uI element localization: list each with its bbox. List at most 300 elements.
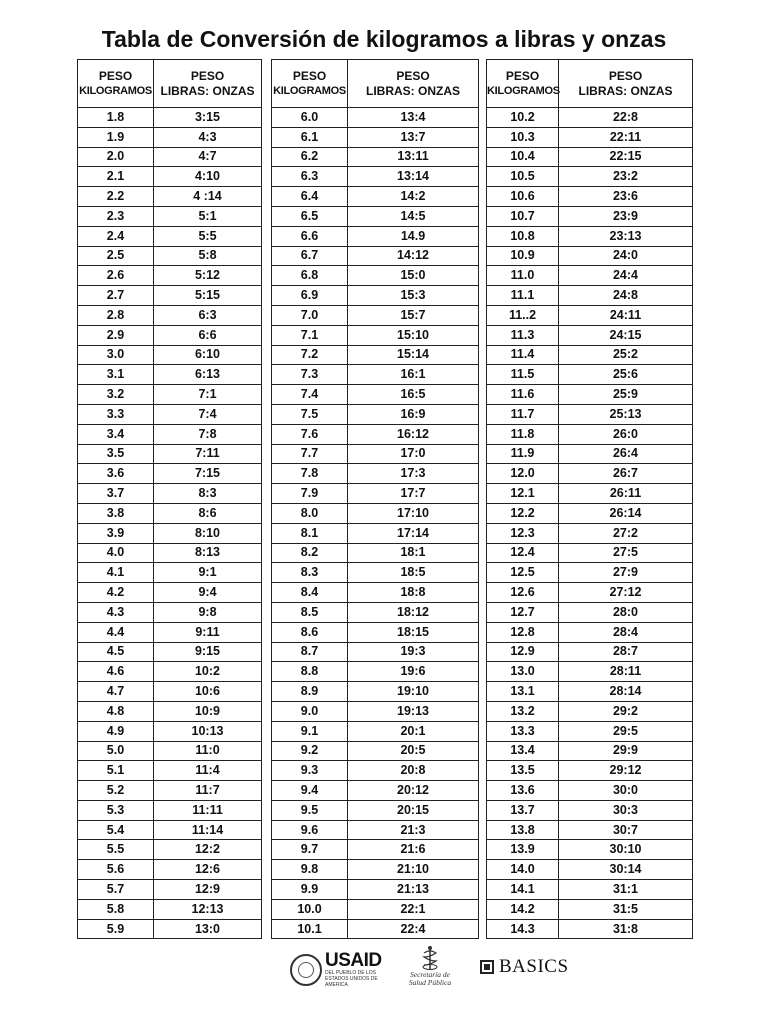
table-row [272, 721, 479, 741]
kg-cell: 13.6 [487, 781, 559, 801]
lb-oz-cell: 14:2 [348, 187, 479, 207]
table-row [487, 523, 693, 543]
lb-oz-cell: 18:15 [348, 622, 479, 642]
table-row [78, 365, 262, 385]
table-row [272, 424, 479, 444]
kg-cell: 7.2 [272, 345, 348, 365]
table-row [78, 761, 262, 781]
kg-cell: 14.3 [487, 919, 559, 939]
kg-cell: 13.8 [487, 820, 559, 840]
table-row [272, 800, 479, 820]
lb-oz-cell: 17:3 [348, 464, 479, 484]
kg-cell: 12.6 [487, 583, 559, 603]
kg-cell: 6.5 [272, 206, 348, 226]
kg-cell: 6.3 [272, 167, 348, 187]
kg-cell: 10.0 [272, 899, 348, 919]
header-lb-oz: PESO LIBRAS: ONZAS [154, 60, 262, 108]
lb-oz-cell: 10:2 [154, 662, 262, 682]
table-row [487, 820, 693, 840]
table-row [78, 602, 262, 622]
table-row [487, 919, 693, 939]
lb-oz-cell: 28:14 [559, 682, 693, 702]
table-row [487, 880, 693, 900]
kg-cell: 7.1 [272, 325, 348, 345]
table-row [78, 919, 262, 939]
kg-cell: 13.7 [487, 800, 559, 820]
lb-oz-cell: 25:9 [559, 385, 693, 405]
lb-oz-cell: 13:7 [348, 127, 479, 147]
kg-cell: 5.0 [78, 741, 154, 761]
kg-cell: 10.5 [487, 167, 559, 187]
kg-cell: 8.6 [272, 622, 348, 642]
kg-cell: 9.6 [272, 820, 348, 840]
kg-cell: 4.6 [78, 662, 154, 682]
lb-oz-cell: 22:4 [348, 919, 479, 939]
kg-cell: 6.1 [272, 127, 348, 147]
lb-oz-cell: 19:3 [348, 642, 479, 662]
lb-oz-cell: 8:6 [154, 503, 262, 523]
lb-oz-cell: 16:12 [348, 424, 479, 444]
table-row [78, 266, 262, 286]
table-row [272, 246, 479, 266]
kg-cell: 9.2 [272, 741, 348, 761]
kg-cell: 13.3 [487, 721, 559, 741]
lb-oz-cell: 18:1 [348, 543, 479, 563]
lb-oz-cell: 17:10 [348, 503, 479, 523]
table-row [487, 899, 693, 919]
lb-oz-cell: 9:11 [154, 622, 262, 642]
kg-cell: 14.2 [487, 899, 559, 919]
kg-cell: 12.3 [487, 523, 559, 543]
lb-oz-cell: 10:9 [154, 701, 262, 721]
lb-oz-cell: 26:4 [559, 444, 693, 464]
table-row [487, 682, 693, 702]
kg-cell: 13.5 [487, 761, 559, 781]
lb-oz-cell: 28:7 [559, 642, 693, 662]
table-row [487, 226, 693, 246]
lb-oz-cell: 22:8 [559, 108, 693, 128]
lb-oz-cell: 10:13 [154, 721, 262, 741]
lb-oz-cell: 19:13 [348, 701, 479, 721]
kg-cell: 3.6 [78, 464, 154, 484]
table-row [272, 266, 479, 286]
kg-cell: 9.1 [272, 721, 348, 741]
lb-oz-cell: 24:8 [559, 286, 693, 306]
lb-oz-cell: 21:13 [348, 880, 479, 900]
table-row [78, 583, 262, 603]
table-row [272, 741, 479, 761]
table-row [487, 305, 693, 325]
table-row [487, 563, 693, 583]
kg-cell: 4.4 [78, 622, 154, 642]
kg-cell: 11.4 [487, 345, 559, 365]
lb-oz-cell: 14:12 [348, 246, 479, 266]
kg-cell: 4.5 [78, 642, 154, 662]
kg-cell: 13.0 [487, 662, 559, 682]
kg-cell: 7.3 [272, 365, 348, 385]
lb-oz-cell: 5:8 [154, 246, 262, 266]
table-row [487, 246, 693, 266]
lb-oz-cell: 26:7 [559, 464, 693, 484]
table-row [272, 899, 479, 919]
table-row [487, 484, 693, 504]
kg-cell: 10.6 [487, 187, 559, 207]
table-row [272, 662, 479, 682]
lb-oz-cell: 30:14 [559, 860, 693, 880]
conversion-table-1 [77, 59, 262, 939]
lb-oz-cell: 12:13 [154, 899, 262, 919]
table-row [78, 404, 262, 424]
lb-oz-cell: 9:8 [154, 602, 262, 622]
kg-cell: 9.8 [272, 860, 348, 880]
lb-oz-cell: 19:10 [348, 682, 479, 702]
conversion-table-3 [486, 59, 693, 939]
lb-oz-cell: 31:8 [559, 919, 693, 939]
lb-oz-cell: 8:3 [154, 484, 262, 504]
table-row [272, 543, 479, 563]
table-row [272, 167, 479, 187]
kg-cell: 4.7 [78, 682, 154, 702]
table-row [272, 444, 479, 464]
table-row [487, 800, 693, 820]
kg-cell: 7.4 [272, 385, 348, 405]
table-row [487, 345, 693, 365]
lb-oz-cell: 31:1 [559, 880, 693, 900]
lb-oz-cell: 8:10 [154, 523, 262, 543]
table-row [272, 840, 479, 860]
table-row [272, 820, 479, 840]
lb-oz-cell: 11:7 [154, 781, 262, 801]
table-row [487, 622, 693, 642]
lb-oz-cell: 16:9 [348, 404, 479, 424]
table-row [272, 682, 479, 702]
salud-publica-logo [400, 945, 460, 987]
kg-cell: 6.6 [272, 226, 348, 246]
kg-cell: 2.9 [78, 325, 154, 345]
lb-oz-cell: 13:11 [348, 147, 479, 167]
lb-oz-cell: 9:15 [154, 642, 262, 662]
header-kg: PESO KILOGRAMOS [487, 60, 559, 108]
table-row [272, 602, 479, 622]
kg-cell: 4.8 [78, 701, 154, 721]
lb-oz-cell: 16:1 [348, 365, 479, 385]
table-row [78, 543, 262, 563]
lb-oz-cell: 21:3 [348, 820, 479, 840]
table-row [78, 484, 262, 504]
table-row [78, 701, 262, 721]
kg-cell: 2.8 [78, 305, 154, 325]
table-row [487, 286, 693, 306]
kg-cell: 5.8 [78, 899, 154, 919]
table-row [487, 167, 693, 187]
lb-oz-cell: 5:1 [154, 206, 262, 226]
table-row [272, 583, 479, 603]
table-row [78, 305, 262, 325]
usaid-wordmark: USAID [325, 950, 382, 971]
kg-cell: 12.5 [487, 563, 559, 583]
table-row [272, 761, 479, 781]
lb-oz-cell: 18:12 [348, 602, 479, 622]
lb-oz-cell: 20:12 [348, 781, 479, 801]
table-row [78, 781, 262, 801]
table-row [78, 127, 262, 147]
table-row [487, 781, 693, 801]
kg-cell: 3.9 [78, 523, 154, 543]
salud-caption-line2: Salud Pública [408, 978, 452, 987]
table-row [78, 108, 262, 128]
lb-oz-cell: 14.9 [348, 226, 479, 246]
table-row [78, 246, 262, 266]
lb-oz-cell: 11:0 [154, 741, 262, 761]
basics-wordmark: BASICS [499, 956, 569, 977]
kg-cell: 8.4 [272, 583, 348, 603]
lb-oz-cell: 7:8 [154, 424, 262, 444]
kg-cell: 6.0 [272, 108, 348, 128]
kg-cell: 5.7 [78, 880, 154, 900]
header-lb-oz: PESO LIBRAS: ONZAS [559, 60, 693, 108]
table-row [78, 721, 262, 741]
table-row [78, 642, 262, 662]
kg-cell: 9.0 [272, 701, 348, 721]
lb-oz-cell: 25:2 [559, 345, 693, 365]
kg-cell: 7.8 [272, 464, 348, 484]
kg-cell: 8.3 [272, 563, 348, 583]
kg-cell: 13.2 [487, 701, 559, 721]
lb-oz-cell: 20:8 [348, 761, 479, 781]
table-row [487, 860, 693, 880]
table-row [272, 108, 479, 128]
table-row [487, 701, 693, 721]
table-row [78, 167, 262, 187]
conversion-table-2 [271, 59, 479, 939]
lb-oz-cell: 7:1 [154, 385, 262, 405]
lb-oz-cell: 21:10 [348, 860, 479, 880]
lb-oz-cell: 29:9 [559, 741, 693, 761]
table-row [78, 187, 262, 207]
header-kg: PESO KILOGRAMOS [272, 60, 348, 108]
lb-oz-cell: 28:4 [559, 622, 693, 642]
table-row [487, 266, 693, 286]
kg-cell: 3.7 [78, 484, 154, 504]
table-row [78, 226, 262, 246]
lb-oz-cell: 13:0 [154, 919, 262, 939]
table-row [78, 840, 262, 860]
kg-cell: 8.5 [272, 602, 348, 622]
table-row [272, 226, 479, 246]
table-row [272, 781, 479, 801]
table-row [78, 147, 262, 167]
kg-cell: 2.4 [78, 226, 154, 246]
table-row [487, 602, 693, 622]
kg-cell: 4.0 [78, 543, 154, 563]
kg-cell: 4.2 [78, 583, 154, 603]
kg-cell: 12.0 [487, 464, 559, 484]
lb-oz-cell: 26:14 [559, 503, 693, 523]
lb-oz-cell: 29:2 [559, 701, 693, 721]
kg-cell: 12.7 [487, 602, 559, 622]
kg-cell: 9.5 [272, 800, 348, 820]
lb-oz-cell: 23:9 [559, 206, 693, 226]
kg-cell: 8.1 [272, 523, 348, 543]
lb-oz-cell: 26:11 [559, 484, 693, 504]
lb-oz-cell: 27:2 [559, 523, 693, 543]
kg-cell: 11.9 [487, 444, 559, 464]
table-row [78, 800, 262, 820]
lb-oz-cell: 11:14 [154, 820, 262, 840]
lb-oz-cell: 17:14 [348, 523, 479, 543]
table-row [78, 286, 262, 306]
table-row [78, 325, 262, 345]
table-row [272, 385, 479, 405]
table-row [487, 187, 693, 207]
kg-cell: 2.3 [78, 206, 154, 226]
kg-cell: 14.0 [487, 860, 559, 880]
lb-oz-cell: 27:5 [559, 543, 693, 563]
table-row [272, 187, 479, 207]
lb-oz-cell: 26:0 [559, 424, 693, 444]
lb-oz-cell: 23:2 [559, 167, 693, 187]
table-row [487, 840, 693, 860]
table-row [78, 899, 262, 919]
footer-logos [0, 945, 768, 993]
lb-oz-cell: 6:13 [154, 365, 262, 385]
lb-oz-cell: 20:1 [348, 721, 479, 741]
header-kg: PESO KILOGRAMOS [78, 60, 154, 108]
lb-oz-cell: 18:5 [348, 563, 479, 583]
lb-oz-cell: 5:5 [154, 226, 262, 246]
lb-oz-cell: 15:7 [348, 305, 479, 325]
table-row [272, 503, 479, 523]
lb-oz-cell: 24:4 [559, 266, 693, 286]
lb-oz-cell: 20:15 [348, 800, 479, 820]
kg-cell: 2.5 [78, 246, 154, 266]
lb-oz-cell: 15:3 [348, 286, 479, 306]
usaid-subtext: DEL PUEBLO DE LOS ESTADOS UNIDOS DE AMERICA [325, 970, 378, 988]
table-row [272, 206, 479, 226]
kg-cell: 2.0 [78, 147, 154, 167]
kg-cell: 11.0 [487, 266, 559, 286]
kg-cell: 6.2 [272, 147, 348, 167]
lb-oz-cell: 7:4 [154, 404, 262, 424]
table-row [78, 444, 262, 464]
kg-cell: 8.8 [272, 662, 348, 682]
kg-cell: 8.2 [272, 543, 348, 563]
lb-oz-cell: 30:3 [559, 800, 693, 820]
kg-cell: 10.8 [487, 226, 559, 246]
kg-cell: 9.3 [272, 761, 348, 781]
lb-oz-cell: 13:14 [348, 167, 479, 187]
kg-cell: 12.1 [487, 484, 559, 504]
table-row [78, 622, 262, 642]
table-row [487, 721, 693, 741]
lb-oz-cell: 12:2 [154, 840, 262, 860]
kg-cell: 11.3 [487, 325, 559, 345]
lb-oz-cell: 6:6 [154, 325, 262, 345]
kg-cell: 12.8 [487, 622, 559, 642]
lb-oz-cell: 20:5 [348, 741, 479, 761]
kg-cell: 10.2 [487, 108, 559, 128]
lb-oz-cell: 11:4 [154, 761, 262, 781]
lb-oz-cell: 25:13 [559, 404, 693, 424]
table-row [78, 880, 262, 900]
table-row [272, 286, 479, 306]
kg-cell: 10.9 [487, 246, 559, 266]
salud-caption-line1: Secretaría de [410, 970, 450, 979]
table-row [78, 385, 262, 405]
table-row [78, 563, 262, 583]
table-row [78, 662, 262, 682]
table-row [487, 404, 693, 424]
table-row [272, 464, 479, 484]
usaid-seal-icon [290, 954, 322, 986]
kg-cell: 9.7 [272, 840, 348, 860]
lb-oz-cell: 6:3 [154, 305, 262, 325]
lb-oz-cell: 30:7 [559, 820, 693, 840]
lb-oz-cell: 9:4 [154, 583, 262, 603]
kg-cell: 9.4 [272, 781, 348, 801]
table-row [272, 127, 479, 147]
lb-oz-cell: 19:6 [348, 662, 479, 682]
kg-cell: 3.2 [78, 385, 154, 405]
kg-cell: 7.6 [272, 424, 348, 444]
table-row [78, 424, 262, 444]
lb-oz-cell: 29:5 [559, 721, 693, 741]
basics-logo [480, 957, 569, 977]
kg-cell: 6.8 [272, 266, 348, 286]
lb-oz-cell: 27:9 [559, 563, 693, 583]
table-row [272, 563, 479, 583]
lb-oz-cell: 4:3 [154, 127, 262, 147]
lb-oz-cell: 24:0 [559, 246, 693, 266]
kg-cell: 6.4 [272, 187, 348, 207]
kg-cell: 10.4 [487, 147, 559, 167]
kg-cell: 3.1 [78, 365, 154, 385]
table-row [78, 206, 262, 226]
page-title: Tabla de Conversión de kilogramos a libras y onzas [101, 26, 667, 52]
lb-oz-cell: 5:12 [154, 266, 262, 286]
kg-cell: 7.7 [272, 444, 348, 464]
kg-cell: 11..2 [487, 305, 559, 325]
lb-oz-cell: 29:12 [559, 761, 693, 781]
table-row [487, 583, 693, 603]
table-row [272, 880, 479, 900]
table-row [487, 543, 693, 563]
lb-oz-cell: 4:10 [154, 167, 262, 187]
table-row [78, 682, 262, 702]
table-row [487, 108, 693, 128]
table-row [78, 523, 262, 543]
lb-oz-cell: 11:11 [154, 800, 262, 820]
lb-oz-cell: 22:15 [559, 147, 693, 167]
lb-oz-cell: 6:10 [154, 345, 262, 365]
table-row [487, 206, 693, 226]
kg-cell: 8.0 [272, 503, 348, 523]
table-row [272, 860, 479, 880]
lb-oz-cell: 21:6 [348, 840, 479, 860]
kg-cell: 6.9 [272, 286, 348, 306]
lb-oz-cell: 30:10 [559, 840, 693, 860]
lb-oz-cell: 9:1 [154, 563, 262, 583]
kg-cell: 10.7 [487, 206, 559, 226]
kg-cell: 3.4 [78, 424, 154, 444]
table-row [487, 642, 693, 662]
kg-cell: 12.9 [487, 642, 559, 662]
table-row [487, 761, 693, 781]
kg-cell: 2.6 [78, 266, 154, 286]
kg-cell: 13.1 [487, 682, 559, 702]
usaid-logo [290, 951, 385, 988]
lb-oz-cell: 7:11 [154, 444, 262, 464]
